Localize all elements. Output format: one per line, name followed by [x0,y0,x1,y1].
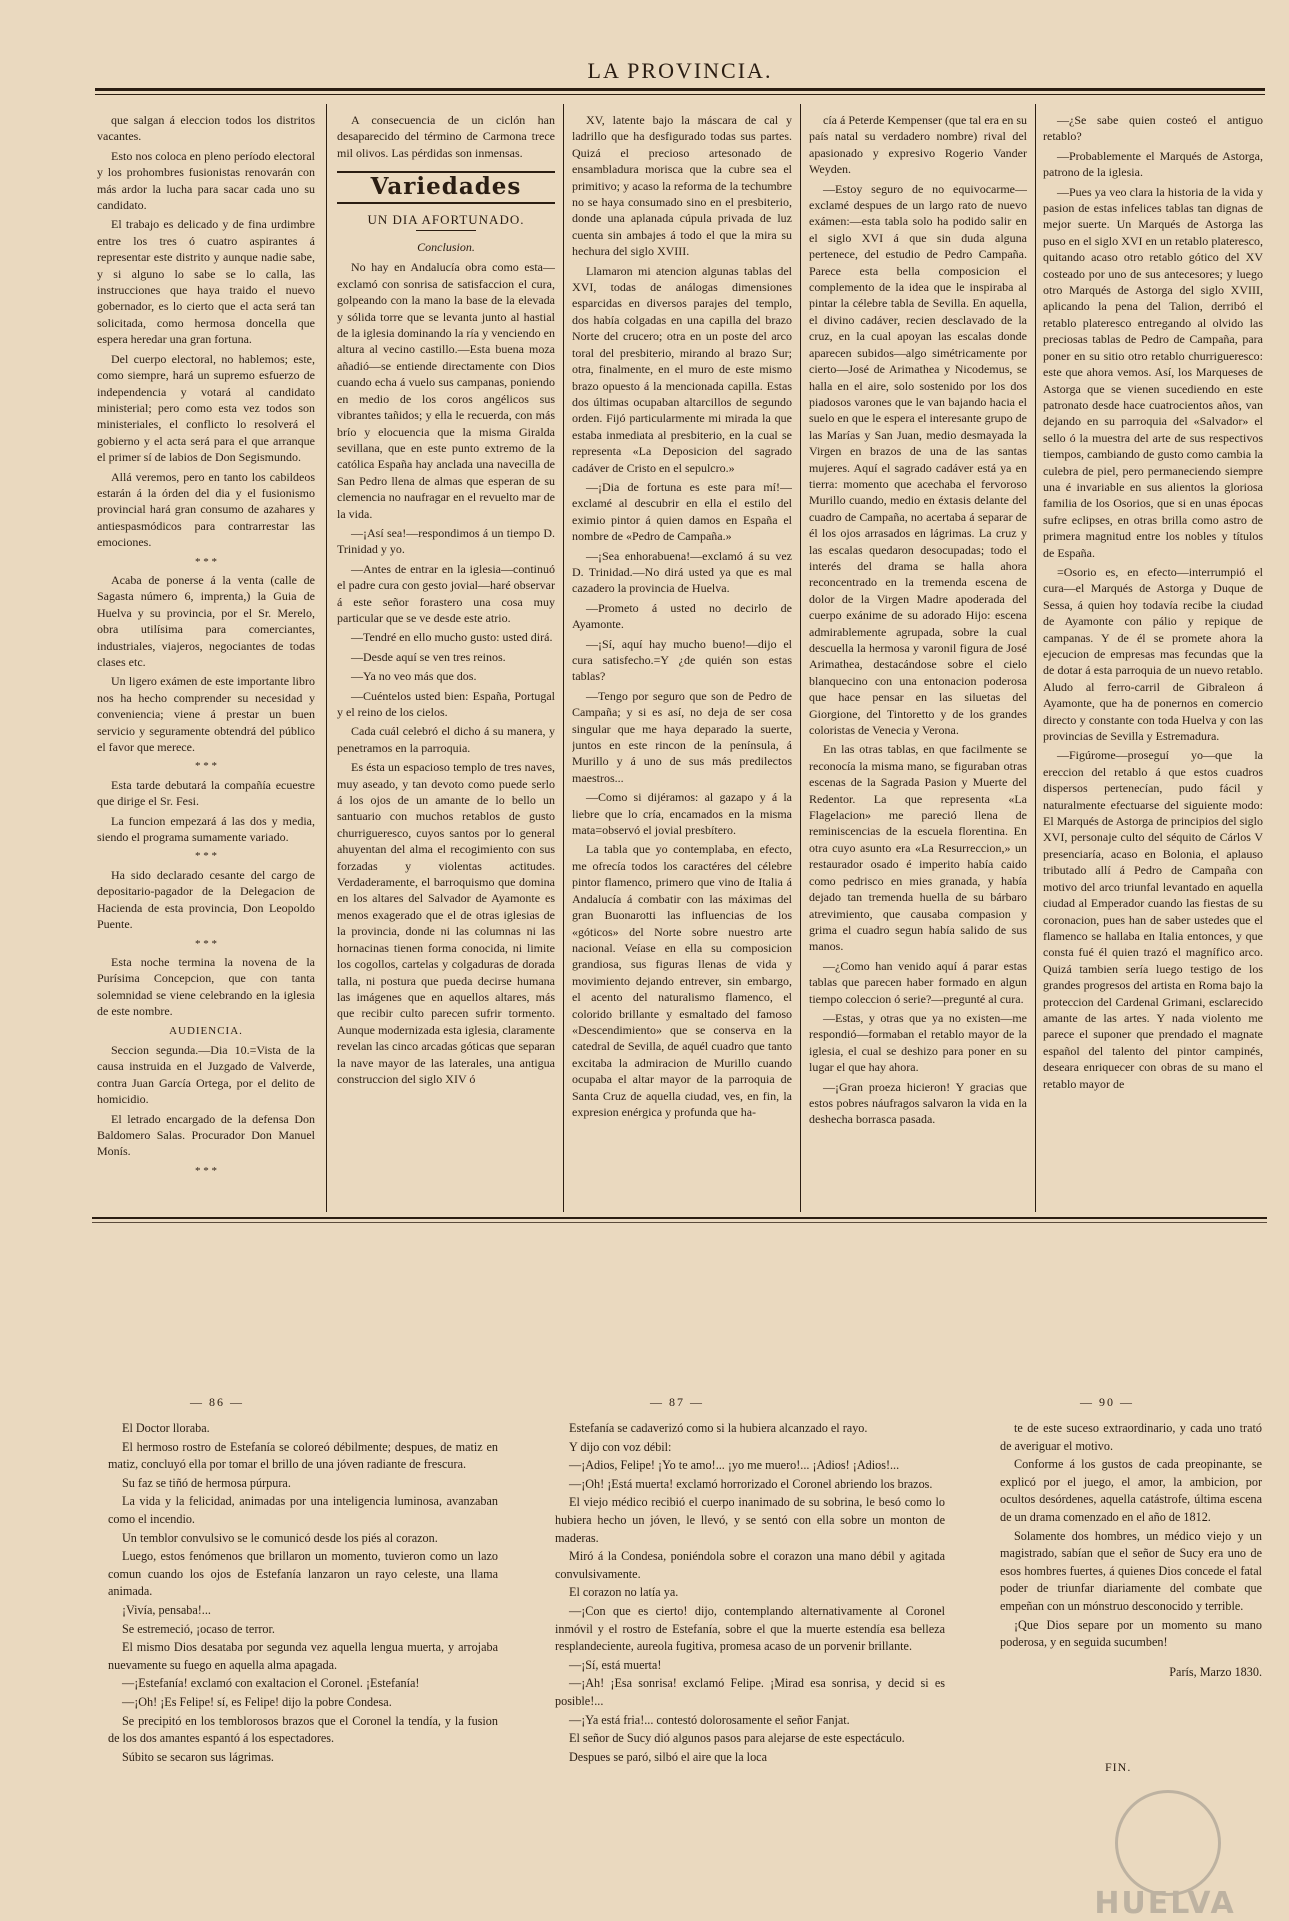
paragraph: —¡Adios, Felipe! ¡Yo te amo!... ¡yo me muero!... ¡Adios! ¡Adios!... [569,1458,900,1473]
column-2 [337,112,555,1212]
page-number: — 87 — [650,1395,704,1409]
paragraph: =Osorio es, en efecto—interrumpió el cura—el Marqués de Astorga y Duque de Sessa, á quien hoy todavía recibe la ciudad de Ayamonte con pálio y repique de campanas. Y de él se promete ahora la ejecucion de empresas mas fecundas que la de dotar á esta parroquia de un nuevo retablo. Aludo al ferro-carril de Gibraleon á Ayamonte, que ha de ponernos en comercio directo y constante con toda Huelva y con las provincias de Sevilla y Estremadura. [1043,564,1263,744]
paragraph: cía á Peterde Kempenser (que tal era en su país natal su verdadero nombre) rival del apasionado y expresivo Rogerio Vander Weyden. [809,113,1027,177]
paragraph: Del cuerpo electoral, no hablemos; este, como siempre, hará un supremo esfuerzo de independencia y votará al candidato ministerial; pero como esta vez todos son ministeriales, el conflicto lo resolverá el gobierno y el acta será para el que arranque el primer sí de labios de Don Segismundo. [97,351,315,465]
separator-stars: * * * [195,760,217,773]
paragraph: Súbito se secaron sus lágrimas. [122,1749,274,1764]
col1-paras-cesante [97,867,315,933]
paragraph: Seccion segunda.—Dia 10.=Vista de la causa instruida en el Juzgado de Valverde, contra Juan García Ortega, por el delito de homicidio. [97,1042,315,1107]
paragraph: Su faz se tiñó de hermosa púrpura. [122,1475,291,1490]
paragraph: Esta noche termina la novena de la Purísima Concepcion, que con tanta solemnidad se viene celebrando en la iglesia de este nombre. [97,954,315,1019]
paragraph: Esta tarde debutará la compañía ecuestre que dirige el Sr. Fesi. [97,777,315,809]
paragraph: —¡Ya está fria!... contestó dolorosamente el señor Fanjat. [569,1712,850,1727]
paragraph: Un ligero exámen de este importante libro nos ha hecho comprender su necesidad y conveniencia; viene á prestar un buen servicio y seguramente obtendrá del público el favor que merece. [97,674,315,755]
column-divider [800,104,801,1212]
column-4 [809,112,1027,1212]
paragraph: El mismo Dios desataba por segunda vez aquella lengua muerta, y arrojaba nuevamente su fuego en aquella alma apagada. [108,1640,498,1672]
story-subheading: Conclusion. [417,240,475,255]
paragraph: —Antes de entrar en la iglesia—continuó el padre cura con gesto jovial—haré observar á este señor forastero una cosa muy particular que se ve desde este atrio. [337,561,555,625]
col1-paras-compania [97,777,315,846]
page-number: — 90 — [1080,1395,1134,1409]
paragraph: El viejo médico recibió el cuerpo inanimado de su sobrina, le besó como lo hubiera hecho un jóven, le llevó, y se sentó con ella sobre un monton de maderas. [555,1495,945,1545]
paragraph: —¡Sí, está muerta! [569,1657,662,1672]
separator-stars: * * * [195,1164,217,1177]
column-divider [1035,104,1036,1212]
paragraph: —Desde aquí se ven tres reinos. [351,649,506,664]
paragraph: El hermoso rostro de Estefanía se coloreó débilmente; despues, de matiz en matiz, concluyó ella por tomar el brillo de una jóven radiante de frescura. [108,1439,498,1472]
paragraph: Miró á la Condesa, poniéndola sobre el corazon una mano débil y agitada convulsivamente. [555,1549,945,1581]
serial-col2-paras [555,1420,945,1766]
title-underline [416,230,476,231]
separator-stars: * * * [195,555,217,568]
paragraph: La tabla que yo contemplaba, en efecto, me ofrecía todos los caractéres del célebre pintor flamenco, primero que vino de Italia á Andalucía á combatir con las máximas del gran Buonarotti las influencias de los «góticos» del Norte sobre nuestro arte nacional. Veíase en ella su composicion grandiosa, sus figuras llenas de vida y movimiento dejando entrever, sin embargo, el acento del naturalismo flamenco, el colorido brillante y esmaltado del famoso «Descendimiento» que se conserva en la catedral de Sevilla, de aquél cuadro que tanto excitaba la admiracion de Murillo cuando ocupaba el altar mayor de la parroquia de Santa Cruz de aquella ciudad, ves, en fin, la expresion enérgica y profunda que ha- [572,842,792,1119]
archive-watermark [1075,1790,1255,1920]
paragraph: El trabajo es delicado y de fina urdimbre entre los tres ó cuatro aspirantes á representar este distrito y aunque nadie sabe, y si alguno lo sabe se lo calla, las instrucciones que haya traido el nuevo gobernador, es lo cierto que el acta será tan solicitada, como hermosa doncella que espera heredar una gran fortuna. [97,217,315,347]
serial-column-3 [1000,1420,1262,1681]
paragraph: —¡Así sea!—respondimos á un tiempo D. Trinidad y yo. [337,525,555,557]
paragraph: Llamaron mi atencion algunas tablas del XVI, todas de análogas dimensiones esparcidas en diversos parajes del templo, dos había colgadas en una capilla del brazo Norte del crucero; otra en un poste del arco toral del presbiterio, mirando al brazo Sur; otra, finalmente, en el muro de este mismo brazo opuesto á la mencionada capilla. Estas dos últimas ocupaban altarcillos de segundo orden. Fijó particularmente mi mirada la que estaba inmediata al presbiterio, en la cual se representa «La Deposicion del sagrado cadáver de Cristo en el sepulcro.» [572,263,792,475]
page-bottom-rule [92,1217,1267,1219]
paragraph: ¡Vivía, pensaba!... [122,1602,211,1617]
column-3 [572,112,792,1212]
paragraph: —Tengo por seguro que son de Pedro de Campaña; y si es así, no deja de ser cosa singular que me haya deparado la suerte, juntos en este rincon de la península, á Murillo y á uno de sus más predilectos maestros... [572,688,792,785]
serial-end-mark: FIN. [1105,1760,1132,1774]
paragraph: —¿Como han venido aquí á parar estas tablas que parecen haber formado en algun tiempo coleccion ó serie?—pregunté al cura. [809,958,1027,1006]
paragraph: —Estas, y otras que ya no existen—me respondió—formaban el retablo mayor de la iglesia, el cual se deshizo para poner en su lugar el que hay ahora. [809,1010,1027,1075]
paragraph: —Cuéntelos usted bien: España, Portugal y el reino de los cielos. [337,688,555,719]
paragraph: —Pues ya veo clara la historia de la vida y pasion de estas infelices tablas tan dignas de mejor suerte. Un Marqués de Astorga las puso en el siglo XVI en un retablo plateresco, quitando acaso otro retablo gótico del XV costeado por uno de sus antecesores; y luego otro Marqués de Astorga del siglo XVIII, aplicando la pena del Talion, derribó el retablo plateresco entregando al olvido las preciosas tablas de Pedro de Campaña, para poner en su sitio otro retablo churrigueresco: este que ahora vemos. Así, los Marqueses de Astorga que se vienen sucediendo en este patronato desde hace cuatrocientos años, van dejando en su parroquia del «Salvador» el sello ó la muestra del arte de sus respectivos tiempos, cambiando de gusto como cambia la culebra de piel, pero permaneciendo siempre una é invariable en sus alientos la gloriosa familia de los Osorios, que si en unas épocas sufre eclipses, en otras brilla como astro de primera magnitud entre los nobles y títulos de España. [1043,184,1263,560]
paragraph: ¡Que Dios separe por un momento su mano poderosa, y en seguida sucumben! [1000,1617,1262,1650]
paragraph: —¡Sí, aquí hay mucho bueno!—dijo el cura satisfecho.=Y ¿de quién son estas tablas? [572,636,792,684]
paragraph: La vida y la felicidad, animadas por una inteligencia luminosa, avanzaban como el incendio. [108,1494,498,1526]
column-divider [563,104,564,1212]
paragraph: Conforme á los gustos de cada preopinante, se explicó por el juego, el amor, la ambicion, por ocultos desórdenes, aquella catástrofe, última escena de un drama comenzado en el año de 1812. [1000,1457,1262,1524]
masthead-rule-thin [95,94,1265,95]
paragraph: En las otras tablas, en que facilmente se reconocía la misma mano, se figuraban otras escenas de la Sagrada Pasion y Muerte del Redentor. La que representa «La Flagelacion» me pareció llena de reminiscencias de la escuela florentina. En otra cuyo asunto era «La Resurreccion,» un restaurador osado é imperito había caido como pedrisco en mies granada, y había dejado tan tremenda huella de su bárbaro atrevimiento, que causaba compasion y grima el cuadro segun había salido de sus manos. [809,742,1027,954]
paragraph: te de este suceso extraordinario, y cada uno trató de averiguar el motivo. [1000,1421,1262,1453]
paragraph: —¿Se sabe quien costeó el antiguo retablo? [1043,113,1263,144]
paragraph: No hay en Andalucía obra como esta—exclamó con sonrisa de satisfaccion el cura, golpeando con la mano la base de la elevada y sólida torre que se levanta junto al hastial de la iglesia dominando la ría y venciendo en altura al vecino castillo.—Esta buena moza añadió—se entiende directamente con Dios cuando echa á vuelo sus campanas, poniendo en medio de los coros angélicos sus vibrantes tañidos; y ella le recuerda, con más brío y elocuencia que la misma Giralda sevillana, que en este punto extremo de la católica España hay anclada una navecilla de San Pedro llena de almas que esperan de su clemencia no naufragar en el revuelto mar de la vida. [337,260,555,521]
paragraph: Allá veremos, pero en tanto los cabildeos estarán á la órden del dia y el fusionismo provincial hará gran consumo de azahares y antiespasmódicos para contrarrestar las emociones. [97,469,315,550]
column-5 [1043,112,1263,1212]
watermark-text: HUELVA [1094,1886,1236,1921]
paragraph: —¡Gran proeza hicieron! Y gracias que estos pobres náufragos salvaron la vida en la deshecha borrasca pasada. [809,1079,1027,1127]
paragraph: —Ya no veo más que dos. [351,669,477,684]
paragraph: Luego, estos fenómenos que brillaron un momento, tuvieron como un lazo comun cuando los ojos de Estefanía lanzaron un rayo celeste, una llama animada. [108,1549,498,1599]
col1-paras [97,112,315,551]
paragraph: Ha sido declarado cesante del cargo de depositario-pagador de la Delegacion de Hacienda de esta provincia, Don Leopoldo Puente. [97,867,315,932]
paragraph: —Probablemente el Marqués de Astorga, patrono de la iglesia. [1043,148,1263,180]
serial-col3-paras [1000,1420,1262,1652]
paragraph: La funcion empezará á las dos y media, siendo el programa sumamente variado. [97,813,315,845]
separator-stars: * * * [195,937,217,950]
paragraph: —¡Estefanía! exclamó con exaltacion el Coronel. ¡Estefanía! [122,1676,420,1691]
paragraph: Cada cuál celebró el dicho á su manera, y penetramos en la parroquia. [337,724,555,755]
seal-icon [1115,1790,1221,1896]
paragraph: Es ésta un espacioso templo de tres naves, muy aseado, y tan devoto como puede serlo á los ojos de un amante de lo bello un santuario con muchos retablos de gusto churrigueresco, cuyos santos por lo general ahuyentan del alma el recogimiento con sus forzadas y violentas actitudes. Verdaderamente, el barroquismo que domina en los altares del Salvador de Ayamonte es menos exagerado que el de otras iglesias de la provincia, donde ni las columnas ni las hornacinas tienen forma conocida, ni limite los cogollos, cartelas y colgaduras de dorada talla, ni postura que pueda decirse humana las imágenes que en aquellos altares, más que recibir culto parecen sufrir tormento. Aunque modernizada esta iglesia, claramente revelan las cinco arcadas góticas que separan la nave mayor de las laterales, una antigua construccion del siglo XIV ó [337,760,555,1086]
masthead-title: LA PROVINCIA. [587,58,773,83]
page-bottom-rule-thin [92,1222,1267,1223]
col1-paras-novena [97,954,315,1020]
col2-paras-ciclon [337,112,555,161]
paragraph: Un temblor convulsivo se le comunicó desde los piés al corazon. [122,1530,438,1545]
paragraph: Se precipitó en los temblorosos brazos que el Coronel la tendía, y la fusion de los dos amantes espantó á los espectadores. [108,1713,498,1746]
col4-paras [809,112,1027,1128]
paragraph: —¡Sea enhorabuena!—exclamó á su vez D. Trinidad.—No dirá usted ya que es mal cazadero la provincia de Huelva. [572,548,792,596]
col1-paras-audiencia [97,1042,315,1160]
paragraph: —Figúrome—proseguí yo—que la ereccion del retablo á que estos cuadros dispersos pertenecían, pudo fácil y naturalmente efectuarse del siguiente modo: El Marqués de Astorga de principios del siglo XVI, personaje culto del séquito de Cárlos V presenciaría, acaso en Bolonia, el aplauso tributado allí á Pedro de Campaña con motivo del arco triunfal levantado en aquella ciudad al Emperador cuando las fiestas de su coronacion, pues han de saber ustedes que el flamenco se hallaba en Italia entonces, y que consta fué él quien trazó el magnífico arco. Quizá tambien sería luego testigo de los grandes progresos del artista en Roma bajo la proteccion del Cardenal Grimani, esclarecido amante de las artes. Y nada violento me parece el suponer que prendado el magnate español del talento del pintor campinés, deseara enriquecer con obras de su mano el retablo mayor de [1043,748,1263,1091]
paragraph: El señor de Sucy dió algunos pasos para alejarse de este espectáculo. [569,1731,905,1746]
paragraph: —¡Oh! ¡Está muerta! exclamó horrorizado el Coronel abriendo los brazos. [569,1476,933,1491]
section-heading-audiencia: AUDIENCIA. [169,1024,243,1037]
paragraph: Y dijo con voz débil: [569,1439,672,1454]
paragraph: El letrado encargado de la defensa Don Baldomero Salas. Procurador Don Manuel Monís. [97,1111,315,1159]
paragraph: —¡Oh! ¡Es Felipe! sí, es Felipe! dijo la pobre Condesa. [122,1694,392,1709]
paragraph: que salgan á eleccion todos los distritos vacantes. [97,113,315,144]
serial-column-1 [108,1420,498,1767]
serial-col1-paras [108,1420,498,1766]
column-divider [326,104,327,1212]
paragraph: —¡Ah! ¡Esa sonrisa! exclamó Felipe. ¡Mirad esa sonrisa, y decid si es posible!... [555,1676,945,1708]
paragraph: Se estremeció, ¡ocaso de terror. [122,1621,275,1636]
paragraph: —Prometo á usted no decirlo de Ayamonte. [572,600,792,632]
separator-stars: * * * [195,850,217,863]
paragraph: Esto nos coloca en pleno período electoral y los prohombres fusionistas renovarán con más ardor la lucha para sacar cada uno su candidato. [97,148,315,213]
paragraph: —Como si dijéramos: al gazapo y á la liebre que lo cría, encamados en la misma mata=observó el jovial presbítero. [572,790,792,838]
paragraph: XV, latente bajo la máscara de cal y ladrillo que ha desfigurado todas sus partes. Quizá el precioso artesonado de ensambladura morisca que la cubre sea el primitivo; y acaso la reforma de la techumbre no se haya consumado sino en el presbiterio, donde una aplanada cúpula privada de luz cuenta sin ambajes á todo el que la mira su hechura del siglo XVIII. [572,113,792,259]
paragraph: —¡Con que es cierto! dijo, contemplando alternativamente al Coronel inmóvil y el rostro de Estefanía, sobre el que la muerte estendía esa belleza resplandeciente, aureola fugitiva, promesa acaso de un porvenir brillante. [555,1603,945,1654]
paragraph: El Doctor lloraba. [122,1421,210,1435]
col2-paras-story [337,259,555,1087]
paragraph: —Estoy seguro de no equivocarme—exclamé despues de un largo rato de nuevo exámen:—esta tabla solo ha podido salir en el siglo XVI á que sin duda alguna pertenece, del estudio de Pedro Campaña. Parece esta bella composicion el complemento de la idea que le inspiraba al pintar la célebre tabla de Sevilla. En aquella, el divino cadáver, recien desclavado de la cruz, en la cual apoyan las escalas donde aparecen subidos—algo simétricamente por cierto—José de Arimathea y Nicodemus, se halla en el aire, solo sostenido por los dos piadosos varones que le van bajando hacia el suelo en que le espera el interesante grupo de las Marías y San Juan, medio desmayada la Virgen en brazos de una de las santas mujeres. Aquí el sagrado cadáver está ya en tierra: momento que acechaba el fervoroso Murillo cuando, medio en éxtasis delante del cuadro de Campaña, no acertaba á separar de él los ojos arrasados en lágrimas. La cruz y las escalas quedaron desocupadas; todo el interés del drama se halla ahora reconcentrado en la tremenda escena de dolor de la Virgen Madre apoderada del cuerpo exánime de su adorado Hijo: escena admirablemente agrupada, sobre la cual descuella la hermosa y varonil figura de José Arimathea, destacándose sobre el cielo blanquecino con una entonacion poderosa que hace pensar en las siluetas del Giorgione, del Tintoretto y de los grandes coloristas de Venecia y Verona. [809,181,1027,738]
story-title: UN DIA AFORTUNADO. [367,211,525,227]
paragraph: El corazon no latía ya. [569,1585,679,1600]
paragraph: —¡Dia de fortuna es este para mí!—exclamé al descubrir en ella el estilo del eximio pintor á quien damos en España el nombre de «Pedro de Campaña.» [572,479,792,544]
masthead-rule [95,88,1265,91]
paragraph: Despues se paró, silbó el aire que la loca [569,1749,767,1764]
col1-paras-guia [97,572,315,755]
serial-column-2 [555,1420,945,1767]
col3-paras [572,112,792,1120]
column-1 [97,112,315,1212]
col5-paras [1043,112,1263,1092]
paragraph: Solamente dos hombres, un médico viejo y un magistrado, sabían que el señor de Sucy era uno de esos hombres fuertes, á quienes Dios concede el fatal poder de triunfar diariamente del combate que empeñan con un mónstruo desconocido y terrible. [1000,1528,1262,1613]
serial-signature: París, Marzo 1830. [1169,1664,1262,1679]
section-banner-variedades: Variedades [337,171,555,203]
paragraph: —Tendré en ello mucho gusto: usted dirá. [351,630,553,645]
page-number: — 86 — [190,1395,244,1409]
paragraph: Acaba de ponerse á la venta (calle de Sagasta número 6, imprenta,) la Guia de Huelva y su provincia, por el Sr. Merelo, obra utilísima para comerciantes, industriales, viajeros, negociantes de todas clases etc. [97,572,315,669]
paragraph: A consecuencia de un ciclón han desaparecido del término de Carmona trece mil olivos. Las pérdidas son inmensas. [337,113,555,160]
paragraph: Estefanía se cadaverizó como si la hubiera alcanzado el rayo. [569,1421,868,1435]
